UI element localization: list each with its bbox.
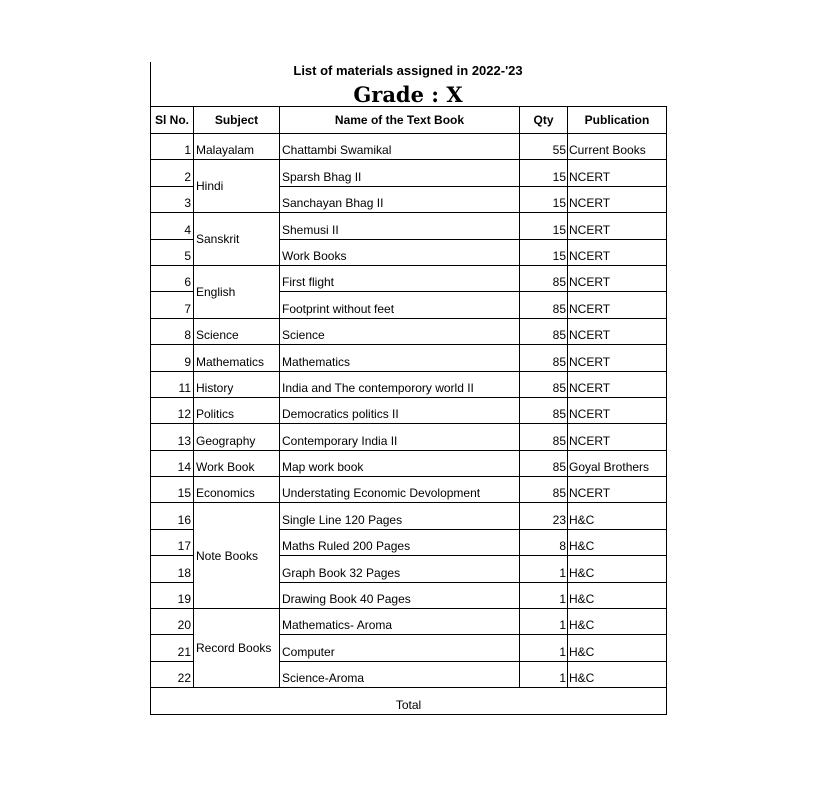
sl-no-cell: 1 (151, 134, 194, 160)
sl-no-cell: 19 (151, 582, 194, 608)
subject-cell: Sanskrit (194, 213, 280, 266)
sl-no-cell: 12 (151, 397, 194, 423)
qty-cell: 1 (520, 582, 568, 608)
subject-cell: Hindi (194, 160, 280, 213)
grade-heading: Grade : X (353, 82, 463, 107)
publication-cell: NCERT (568, 318, 667, 344)
table-row (151, 503, 667, 529)
publication-cell: H&C (568, 503, 667, 529)
publication-cell: NCERT (568, 213, 667, 239)
table-row (151, 318, 667, 344)
book-name-cell: Drawing Book 40 Pages (280, 582, 520, 608)
book-name-cell: Understating Economic Devolopment (280, 477, 520, 503)
qty-cell: 85 (520, 450, 568, 476)
publication-cell: Current Books (568, 134, 667, 160)
column-header-subject: Subject (194, 107, 280, 134)
book-name-cell: Maths Ruled 200 Pages (280, 529, 520, 555)
subject-cell: Malayalam (194, 134, 280, 160)
sl-no-cell: 21 (151, 635, 194, 661)
publication-cell: H&C (568, 582, 667, 608)
total-label: Total (151, 688, 667, 714)
book-name-cell: Democratics politics II (280, 397, 520, 423)
qty-cell: 15 (520, 186, 568, 212)
book-name-cell: Science-Aroma (280, 661, 520, 687)
sl-no-cell: 18 (151, 556, 194, 582)
publication-cell: NCERT (568, 397, 667, 423)
total-row (151, 688, 667, 714)
table-body (151, 134, 667, 715)
table-row (151, 609, 667, 635)
publication-cell: NCERT (568, 345, 667, 371)
subject-cell: English (194, 265, 280, 318)
qty-cell: 1 (520, 556, 568, 582)
publication-cell: NCERT (568, 477, 667, 503)
qty-cell: 85 (520, 345, 568, 371)
subject-cell: Science (194, 318, 280, 344)
sl-no-cell: 5 (151, 239, 194, 265)
table-row (151, 371, 667, 397)
column-header-publication: Publication (568, 107, 667, 134)
table-row (151, 477, 667, 503)
publication-cell: Goyal Brothers (568, 450, 667, 476)
qty-cell: 85 (520, 477, 568, 503)
subject-cell: Record Books (194, 609, 280, 688)
book-name-cell: Map work book (280, 450, 520, 476)
column-header-sl-no: Sl No. (151, 107, 194, 134)
subject-cell: Note Books (194, 503, 280, 609)
publication-cell: NCERT (568, 265, 667, 291)
publication-cell: NCERT (568, 371, 667, 397)
qty-cell: 55 (520, 134, 568, 160)
sl-no-cell: 15 (151, 477, 194, 503)
table-row (151, 450, 667, 476)
book-name-cell: Mathematics- Aroma (280, 609, 520, 635)
sl-no-cell: 17 (151, 529, 194, 555)
sl-no-cell: 14 (151, 450, 194, 476)
book-name-cell: Sparsh Bhag II (280, 160, 520, 186)
table-row (151, 213, 667, 239)
qty-cell: 15 (520, 213, 568, 239)
book-name-cell: Science (280, 318, 520, 344)
qty-cell: 1 (520, 661, 568, 687)
column-header-book-name: Name of the Text Book (280, 107, 520, 134)
table-row (151, 134, 667, 160)
qty-cell: 85 (520, 265, 568, 291)
book-name-cell: Work Books (280, 239, 520, 265)
sl-no-cell: 3 (151, 186, 194, 212)
sl-no-cell: 11 (151, 371, 194, 397)
sl-no-cell: 7 (151, 292, 194, 318)
sl-no-cell: 9 (151, 345, 194, 371)
book-name-cell: Footprint without feet (280, 292, 520, 318)
sl-no-cell: 16 (151, 503, 194, 529)
qty-cell: 8 (520, 529, 568, 555)
qty-cell: 15 (520, 160, 568, 186)
column-header-qty: Qty (520, 107, 568, 134)
qty-cell: 1 (520, 635, 568, 661)
table-row (151, 345, 667, 371)
subject-cell: Mathematics (194, 345, 280, 371)
sl-no-cell: 8 (151, 318, 194, 344)
publication-cell: H&C (568, 635, 667, 661)
table-row (151, 397, 667, 423)
qty-cell: 1 (520, 609, 568, 635)
publication-cell: NCERT (568, 292, 667, 318)
publication-cell: NCERT (568, 186, 667, 212)
sl-no-cell: 20 (151, 609, 194, 635)
book-name-cell: Sanchayan Bhag II (280, 186, 520, 212)
table-row (151, 424, 667, 450)
document-title: List of materials assigned in 2022-'23 (293, 63, 523, 78)
publication-cell: H&C (568, 661, 667, 687)
book-name-cell: Computer (280, 635, 520, 661)
publication-cell: NCERT (568, 239, 667, 265)
sl-no-cell: 13 (151, 424, 194, 450)
table-row (151, 160, 667, 186)
book-name-cell: Shemusi II (280, 213, 520, 239)
subject-cell: Economics (194, 477, 280, 503)
materials-table (150, 106, 667, 715)
qty-cell: 23 (520, 503, 568, 529)
qty-cell: 85 (520, 397, 568, 423)
book-name-cell: First flight (280, 265, 520, 291)
subject-cell: History (194, 371, 280, 397)
publication-cell: NCERT (568, 160, 667, 186)
book-name-cell: Mathematics (280, 345, 520, 371)
qty-cell: 85 (520, 292, 568, 318)
subject-cell: Work Book (194, 450, 280, 476)
book-name-cell: India and The contemporory world II (280, 371, 520, 397)
publication-cell: NCERT (568, 424, 667, 450)
subject-cell: Geography (194, 424, 280, 450)
book-name-cell: Chattambi Swamikal (280, 134, 520, 160)
book-name-cell: Single Line 120 Pages (280, 503, 520, 529)
book-name-cell: Contemporary India II (280, 424, 520, 450)
sl-no-cell: 2 (151, 160, 194, 186)
publication-cell: H&C (568, 609, 667, 635)
table-row (151, 265, 667, 291)
table-header-row (151, 107, 667, 134)
book-name-cell: Graph Book 32 Pages (280, 556, 520, 582)
qty-cell: 15 (520, 239, 568, 265)
qty-cell: 85 (520, 318, 568, 344)
qty-cell: 85 (520, 424, 568, 450)
publication-cell: H&C (568, 529, 667, 555)
sl-no-cell: 22 (151, 661, 194, 687)
sl-no-cell: 4 (151, 213, 194, 239)
sl-no-cell: 6 (151, 265, 194, 291)
qty-cell: 85 (520, 371, 568, 397)
subject-cell: Politics (194, 397, 280, 423)
publication-cell: H&C (568, 556, 667, 582)
